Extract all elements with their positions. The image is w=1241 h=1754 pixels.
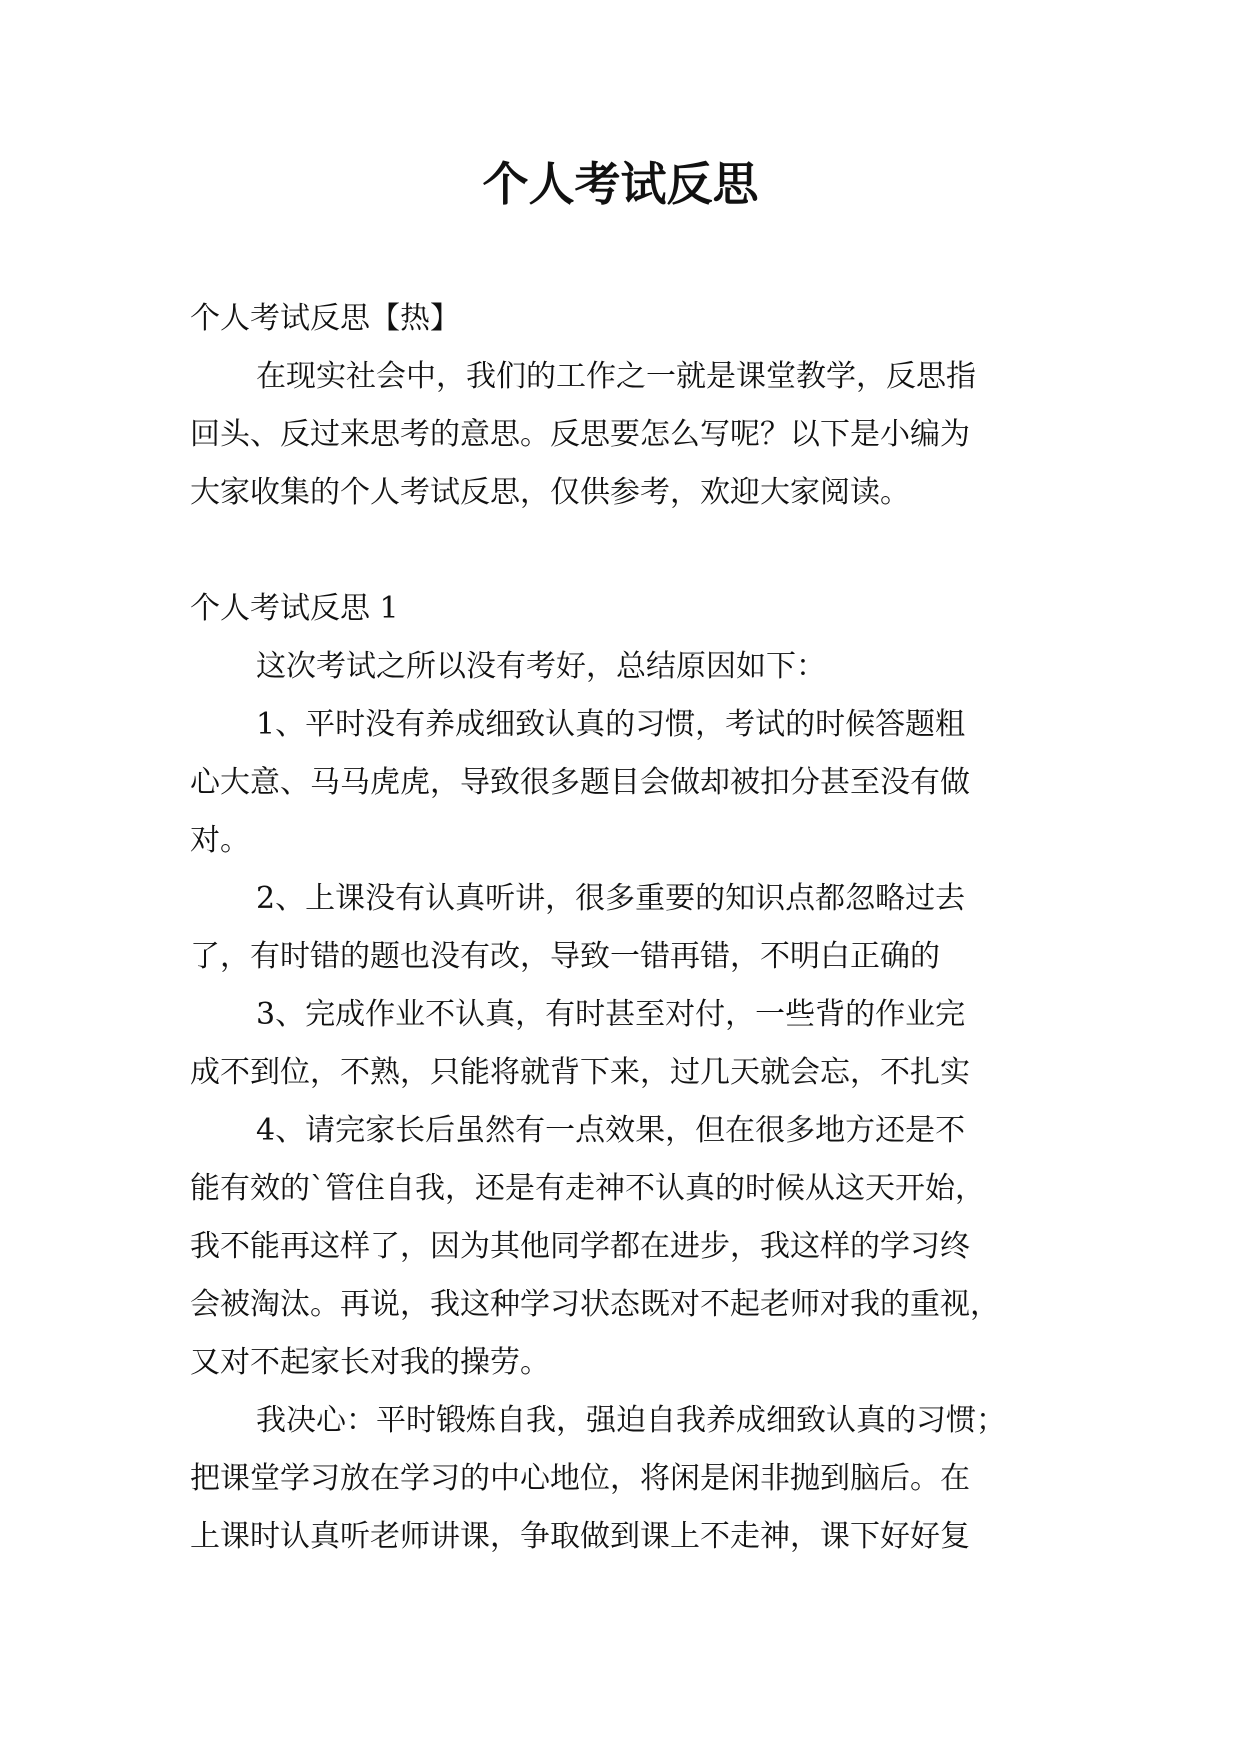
- paragraph-line: 3、完成作业不认真，有时甚至对付，一些背的作业完: [256, 997, 966, 1032]
- paragraph-line: 1、平时没有养成细致认真的习惯，考试的时候答题粗: [256, 707, 966, 742]
- paragraph-line: 我不能再这样了，因为其他同学都在进步，我这样的学习终: [190, 1229, 970, 1264]
- paragraph-line: 把课堂学习放在学习的中心地位，将闲是闲非抛到脑后。在: [190, 1461, 970, 1496]
- paragraph-line: 能有效的`管住自我，还是有走神不认真的时候从这天开始，: [190, 1171, 985, 1206]
- paragraph-line: 4、请完家长后虽然有一点效果，但在很多地方还是不: [256, 1113, 966, 1148]
- paragraph-line: 又对不起家长对我的操劳。: [190, 1345, 550, 1380]
- blank-line: [190, 522, 1050, 580]
- paragraph-line: 这次考试之所以没有考好，总结原因如下：: [256, 649, 826, 684]
- paragraph-line: 上课时认真听老师讲课，争取做到课上不走神，课下好好复: [190, 1519, 970, 1554]
- subtitle-line: 个人考试反思【热】: [190, 301, 460, 336]
- paragraph-line: 心大意、马马虎虎，导致很多题目会做却被扣分甚至没有做: [190, 765, 970, 800]
- intro-line: 在现实社会中，我们的工作之一就是课堂教学，反思指: [256, 359, 976, 394]
- document-body: [190, 290, 1050, 1566]
- paragraph-line: 成不到位，不熟，只能将就背下来，过几天就会忘，不扎实: [190, 1055, 970, 1090]
- paragraph-line: 了，有时错的题也没有改，导致一错再错，不明白正确的: [190, 939, 940, 974]
- paragraph-line: 我决心：平时锻炼自我，强迫自我养成细致认真的习惯；: [256, 1403, 1006, 1438]
- section-heading: 个人考试反思 1: [190, 591, 399, 626]
- paragraph-line: 对。: [190, 823, 250, 858]
- intro-line: 回头、反过来思考的意思。反思要怎么写呢？以下是小编为: [190, 417, 970, 452]
- document-title: 个人考试反思: [482, 157, 759, 211]
- paragraph-line: 会被淘汰。再说，我这种学习状态既对不起老师对我的重视，: [190, 1287, 1000, 1322]
- paragraph-line: 2、上课没有认真听讲，很多重要的知识点都忽略过去: [256, 881, 966, 916]
- intro-line: 大家收集的个人考试反思，仅供参考，欢迎大家阅读。: [190, 475, 910, 510]
